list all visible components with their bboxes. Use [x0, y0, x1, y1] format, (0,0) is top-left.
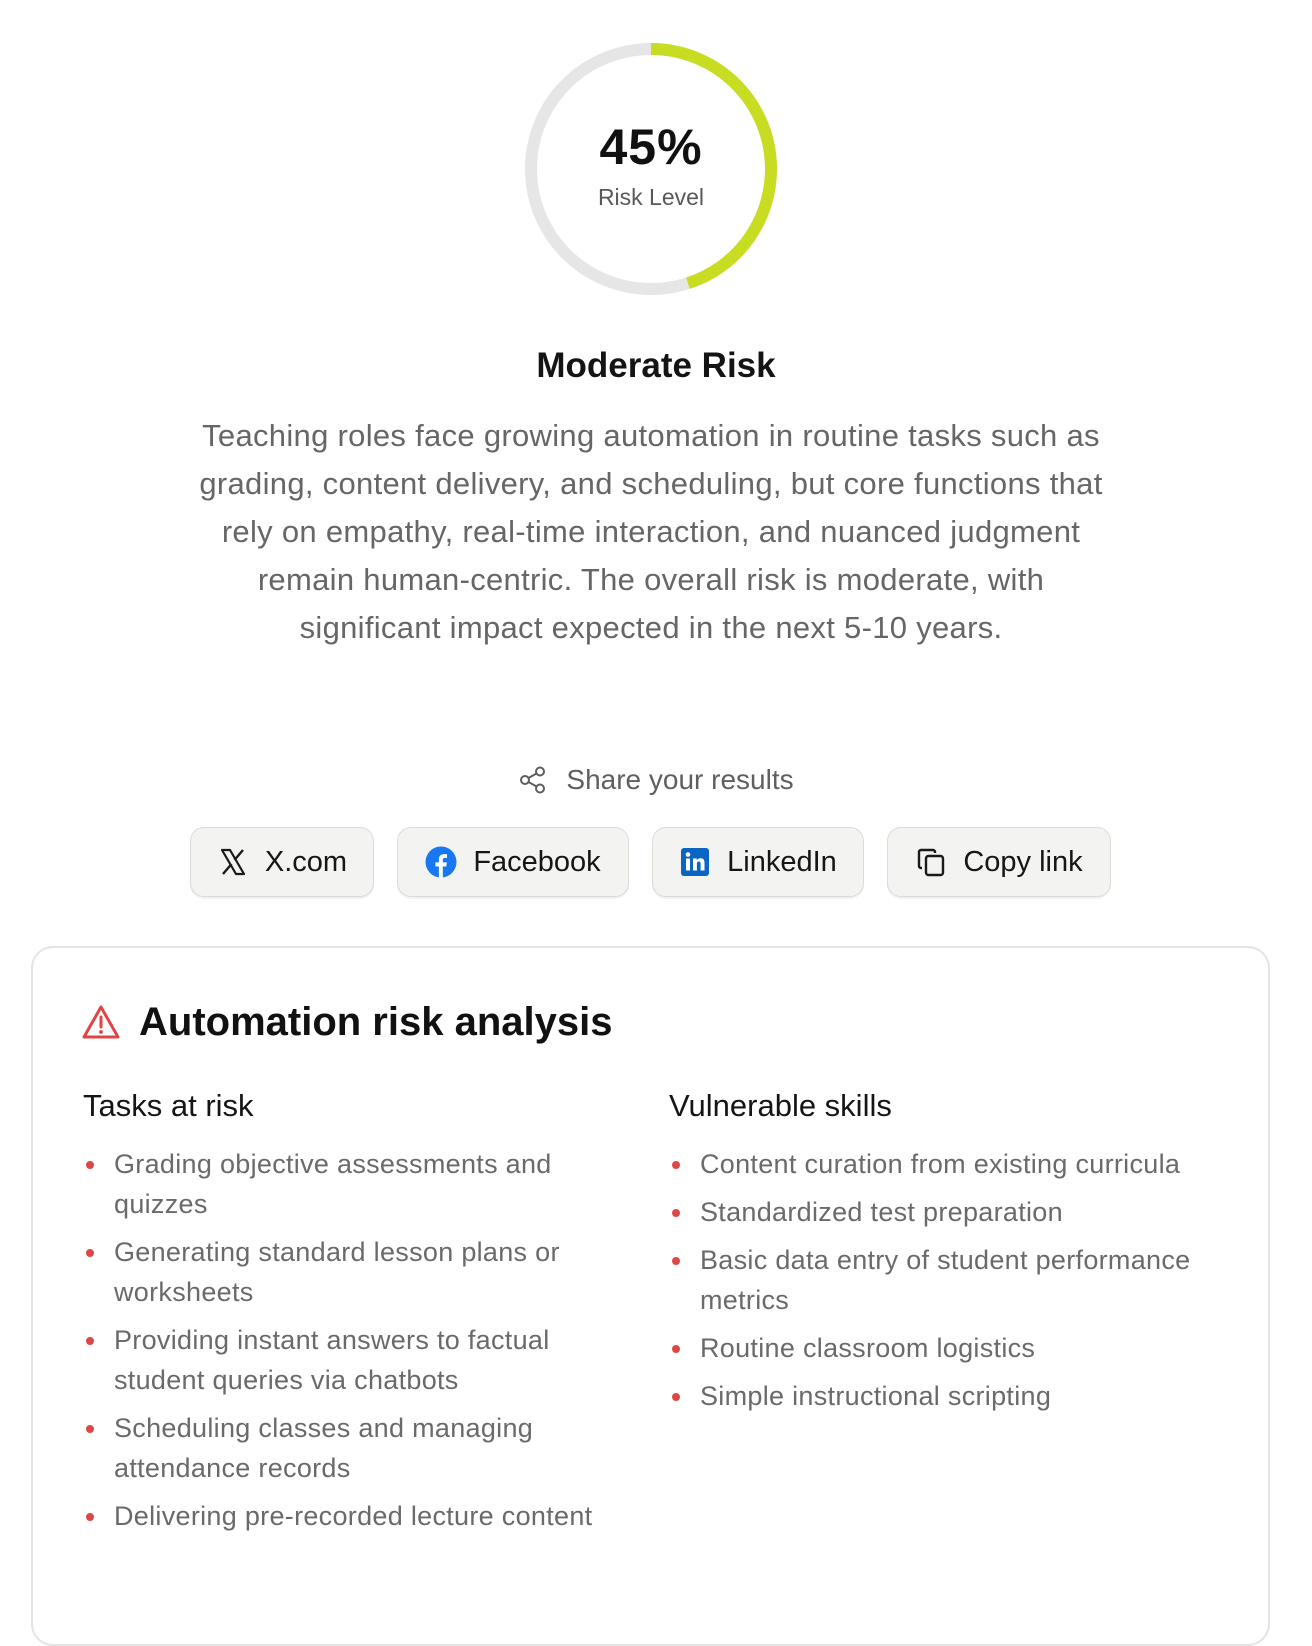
tasks-at-risk-section	[83, 1088, 643, 1544]
share-icon	[518, 765, 548, 795]
list-item	[83, 1232, 643, 1312]
bullet	[86, 1513, 94, 1521]
list-item	[83, 1408, 643, 1488]
bullet	[672, 1393, 680, 1401]
share-heading	[0, 764, 1312, 796]
list-item-text: Delivering pre-recorded lecture content	[114, 1501, 593, 1531]
vulnerable-skills-list	[669, 1144, 1239, 1416]
bullet	[672, 1345, 680, 1353]
share-linkedin-button[interactable]	[652, 827, 864, 897]
share-x-label: X.com	[264, 845, 348, 878]
bullet	[86, 1337, 94, 1345]
card-header	[81, 1000, 612, 1045]
risk-summary: Teaching roles face growing automation in routine tasks such as grading, content delivery, and scheduling, but core functions that rely on empathy, real-time interaction, and nuanced judgment remain human-centric. The overall risk is moderate, with significant impact expected in the next 5-10 years.	[199, 418, 1103, 645]
warning-icon	[81, 1003, 121, 1043]
list-item-text: Generating standard lesson plans or worksheets	[114, 1237, 560, 1307]
share-linkedin-label: LinkedIn	[727, 845, 837, 878]
bullet	[672, 1209, 680, 1217]
copy-link-button[interactable]	[887, 827, 1111, 897]
share-x-button[interactable]	[190, 827, 374, 897]
vulnerable-skills-section	[669, 1088, 1239, 1424]
list-item	[83, 1144, 643, 1224]
x-logo-icon	[217, 846, 249, 878]
linkedin-logo-icon	[679, 846, 711, 878]
automation-risk-card	[31, 946, 1270, 1646]
card-title: Automation risk analysis	[139, 1000, 613, 1044]
bullet	[672, 1257, 680, 1265]
list-item-text: Content curation from existing curricula	[700, 1149, 1181, 1179]
list-item-text: Standardized test preparation	[700, 1197, 1063, 1227]
list-item	[669, 1144, 1239, 1184]
risk-level-label: Risk Level	[597, 183, 705, 210]
list-item	[669, 1376, 1239, 1416]
risk-percentage: 45%	[599, 118, 703, 175]
list-item-text: Scheduling classes and managing attendance records	[114, 1413, 534, 1483]
bullet	[672, 1161, 680, 1169]
share-buttons	[0, 827, 1312, 899]
bullet	[86, 1249, 94, 1257]
tasks-at-risk-list	[83, 1144, 643, 1536]
share-heading-label: Share your results	[566, 764, 794, 795]
list-item	[669, 1328, 1239, 1368]
copy-icon	[915, 846, 947, 878]
list-item-text: Providing instant answers to factual student queries via chatbots	[114, 1325, 550, 1395]
list-item	[669, 1192, 1239, 1232]
list-item-text: Simple instructional scripting	[700, 1381, 1052, 1411]
facebook-logo-icon	[425, 846, 457, 878]
list-item	[83, 1320, 643, 1400]
list-item-text: Routine classroom logistics	[700, 1333, 1036, 1363]
bullet	[86, 1161, 94, 1169]
risk-gauge	[522, 40, 780, 298]
copy-link-label: Copy link	[963, 845, 1083, 878]
share-facebook-button[interactable]	[397, 827, 629, 897]
list-item-text: Basic data entry of student performance metrics	[700, 1245, 1191, 1315]
risk-category-title: Moderate Risk	[536, 346, 776, 385]
bullet	[86, 1425, 94, 1433]
share-facebook-label: Facebook	[473, 845, 601, 878]
list-item	[83, 1496, 643, 1536]
list-item	[669, 1240, 1239, 1320]
list-item-text: Grading objective assessments and quizzes	[114, 1149, 552, 1219]
tasks-at-risk-heading: Tasks at risk	[83, 1088, 254, 1123]
vulnerable-skills-heading: Vulnerable skills	[669, 1088, 892, 1123]
